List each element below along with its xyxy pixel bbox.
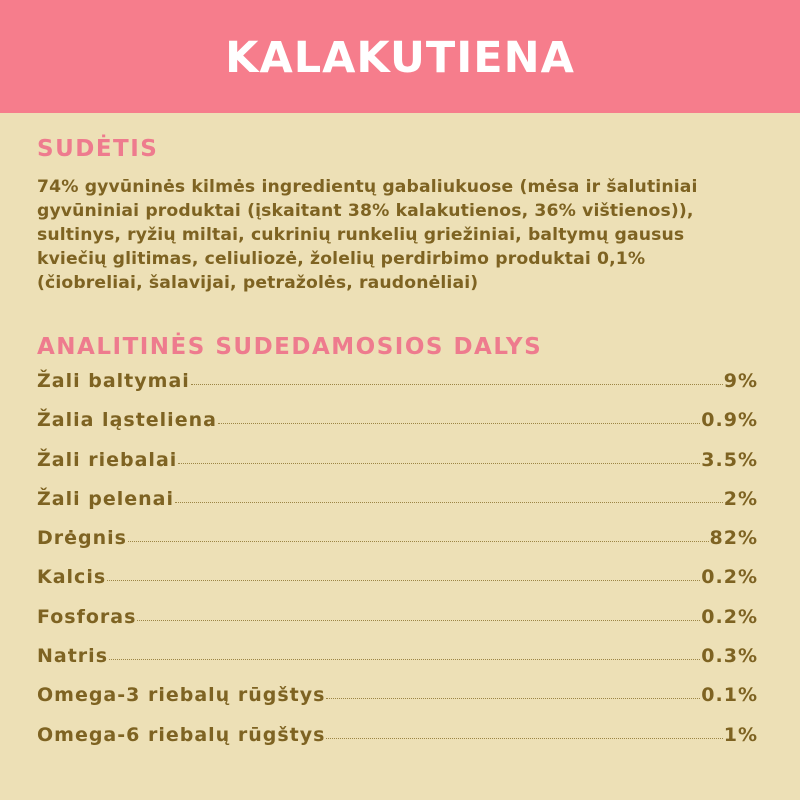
- analytical-heading: ANALITINĖS SUDEDAMOSIOS DALYS: [37, 334, 543, 360]
- row-value: 1%: [723, 723, 758, 746]
- composition-line: 74% gyvūninės kilmės ingredientų gabaliukuose (mėsa ir šalutiniai: [37, 177, 698, 197]
- row-name: Fosforas: [37, 605, 137, 628]
- row-value: 0.3%: [701, 645, 758, 668]
- dotted-leader: [109, 659, 700, 660]
- dotted-leader: [175, 502, 723, 503]
- analysis-row-omega-6: [37, 724, 758, 763]
- dotted-leader: [128, 541, 709, 542]
- composition-text: [37, 175, 772, 295]
- dotted-leader: [178, 463, 700, 464]
- analytical-list: [37, 370, 758, 763]
- analysis-row-raw-fibre: [37, 409, 758, 448]
- row-name: Omega-6 riebalų rūgštys: [37, 723, 326, 746]
- dotted-leader: [137, 620, 700, 621]
- row-value: 9%: [723, 370, 758, 392]
- row-value: 2%: [723, 487, 758, 510]
- dotted-leader: [191, 384, 723, 385]
- row-name: Kalcis: [37, 566, 107, 589]
- composition-heading: SUDĖTIS: [37, 136, 159, 162]
- analysis-row-raw-fat: [37, 449, 758, 488]
- row-value: 0.9%: [701, 409, 758, 432]
- row-name: Žalia ląsteliena: [37, 409, 217, 432]
- dotted-leader: [326, 698, 700, 699]
- row-name: Žali pelenai: [37, 487, 174, 510]
- analysis-row-raw-ash: [37, 488, 758, 527]
- row-name: Omega-3 riebalų rūgštys: [37, 684, 326, 707]
- row-value: 82%: [709, 527, 758, 550]
- row-name: Žali baltymai: [37, 370, 190, 392]
- dotted-leader: [326, 738, 722, 739]
- analysis-row-raw-protein: [37, 370, 758, 409]
- analysis-row-sodium: [37, 645, 758, 684]
- composition-line: gyvūniniai produktai (įskaitant 38% kalakutienos, 36% vištienos)),: [37, 201, 694, 221]
- dotted-leader: [218, 423, 700, 424]
- composition-line: sultinys, ryžių miltai, cukrinių runkelių griežiniai, baltymų gausus: [37, 225, 685, 245]
- page-title: KALAKUTIENA: [225, 33, 575, 83]
- analysis-row-moisture: [37, 527, 758, 566]
- dotted-leader: [107, 580, 700, 581]
- row-name: Žali riebalai: [37, 448, 178, 471]
- analysis-row-omega-3: [37, 684, 758, 723]
- row-value: 0.2%: [701, 605, 758, 628]
- row-value: 0.1%: [701, 684, 758, 707]
- analysis-row-phosphorus: [37, 606, 758, 645]
- row-name: Drėgnis: [37, 527, 127, 550]
- composition-line: kviečių glitimas, celiuliozė, žolelių perdirbimo produktai 0,1%: [37, 249, 646, 269]
- header-banner: [0, 0, 800, 113]
- row-value: 0.2%: [701, 566, 758, 589]
- analysis-row-calcium: [37, 566, 758, 605]
- row-value: 3.5%: [701, 448, 758, 471]
- composition-line: (čiobreliai, šalavijai, petražolės, raudonėliai): [37, 273, 479, 293]
- row-name: Natris: [37, 645, 108, 668]
